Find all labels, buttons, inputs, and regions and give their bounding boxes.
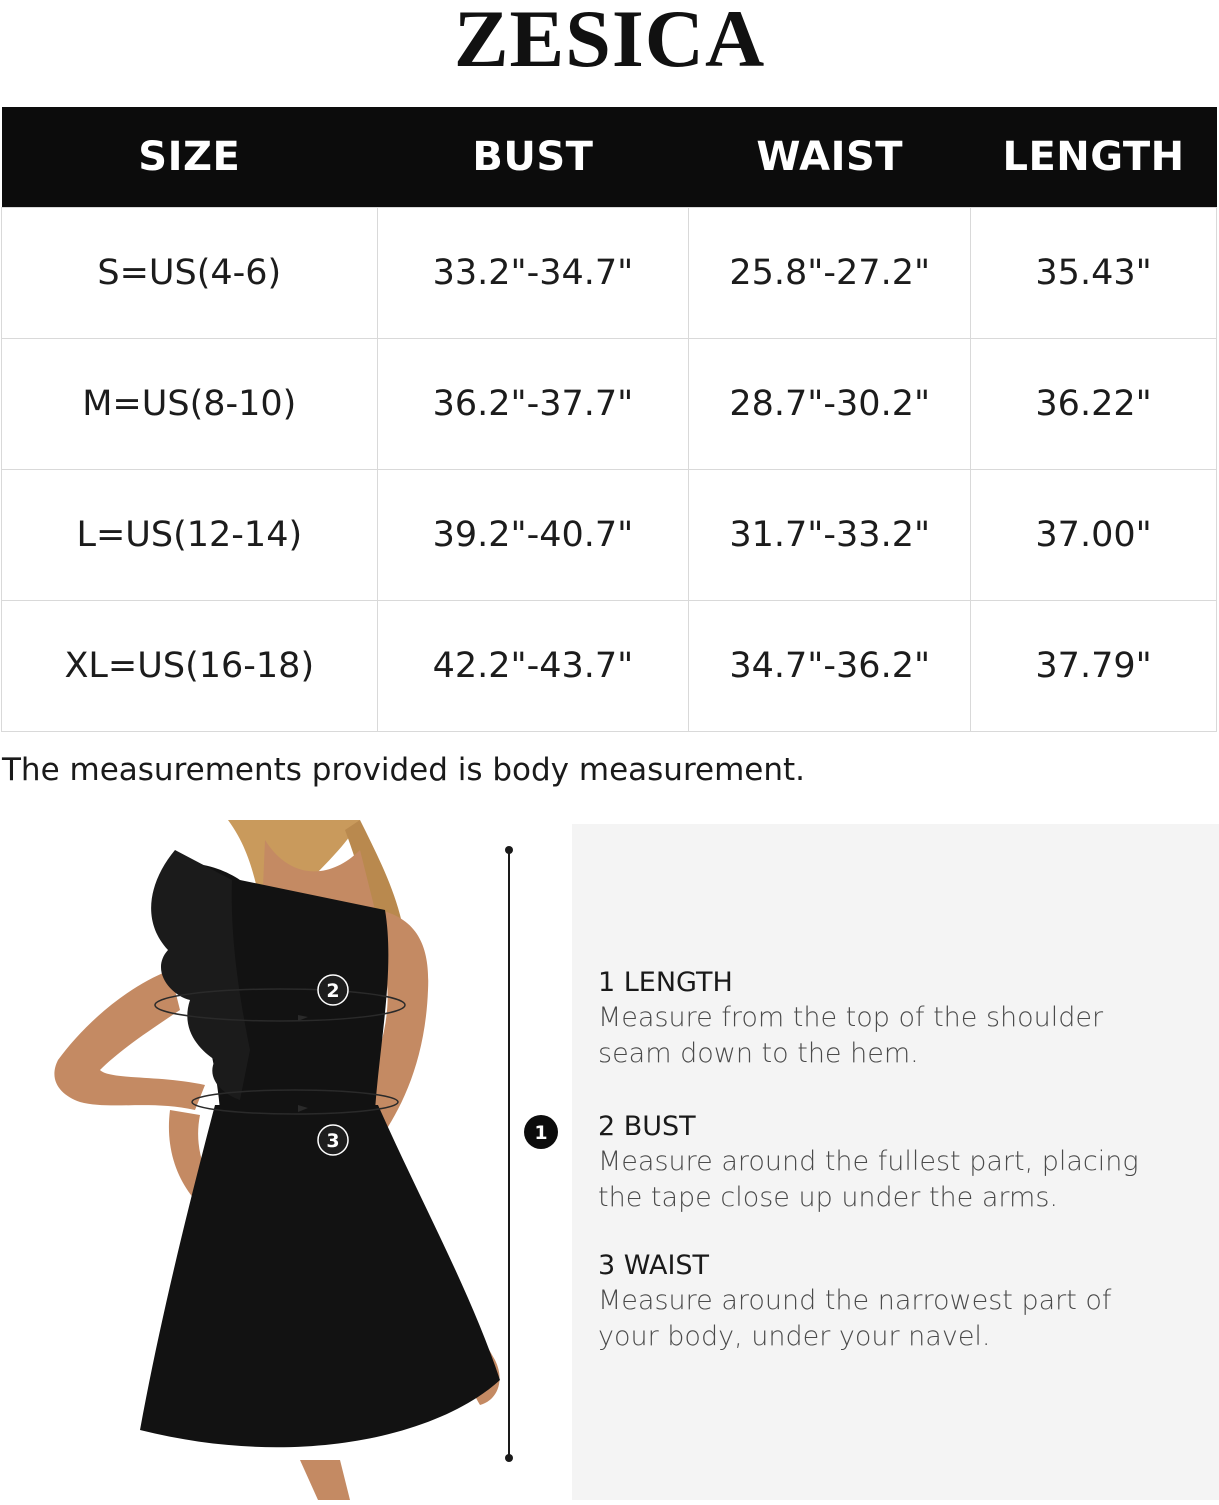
brand-logo: ZESICA [453,0,766,84]
cell-size: M=US(8-10) [2,338,378,469]
guide-desc-line: your body, under your navel. [598,1321,991,1352]
size-chart-table [1,107,1217,732]
cell-length: 35.43" [971,207,1217,338]
length-line-top [505,846,513,854]
cell-length: 37.00" [971,469,1217,600]
cell-waist: 25.8"-27.2" [689,207,971,338]
table-header-row [2,107,1217,207]
cell-waist: 28.7"-30.2" [689,338,971,469]
guide-desc-line: seam down to the hem. [598,1038,919,1069]
cell-length: 36.22" [971,338,1217,469]
header-waist: WAIST [756,133,904,180]
cell-size: S=US(4-6) [2,207,378,338]
guide-desc-line: Measure around the narrowest part of [598,1285,1112,1316]
cell-bust: 39.2"-40.7" [377,469,689,600]
measurement-note: The measurements provided is body measurement. [2,752,806,788]
header-bust: BUST [472,133,594,180]
length-line-bottom [505,1454,513,1462]
cell-waist: 31.7"-33.2" [689,469,971,600]
skin-shape [300,1460,350,1500]
guide-desc-line: Measure from the top of the shoulder [598,1002,1104,1033]
guide-item-waist [598,1249,1158,1355]
cell-bust: 42.2"-43.7" [377,600,689,731]
guide-item-length [598,966,1158,1072]
guide-title: 1 LENGTH [598,967,733,998]
marker-length-label: 1 [534,1122,548,1144]
cell-length: 37.79" [971,600,1217,731]
table-row [2,207,1217,338]
marker-waist-label: 3 [326,1130,340,1152]
marker-bust-label: 2 [326,980,340,1002]
table-row [2,469,1217,600]
header-size: SIZE [138,133,241,180]
guide-desc-line: the tape close up under the arms. [598,1182,1058,1213]
model-figure-svg [0,820,560,1500]
cell-bust: 36.2"-37.7" [377,338,689,469]
guide-desc-line: Measure around the fullest part, placing [598,1146,1139,1177]
cell-bust: 33.2"-34.7" [377,207,689,338]
table-row [2,338,1217,469]
header-length: LENGTH [1002,133,1185,180]
measurement-guide-panel [572,824,1219,1500]
cell-size: XL=US(16-18) [2,600,378,731]
guide-item-bust [598,1110,1158,1216]
table-row [2,600,1217,731]
cell-waist: 34.7"-36.2" [689,600,971,731]
cell-size: L=US(12-14) [2,469,378,600]
guide-title: 3 WAIST [598,1250,710,1281]
dress-illustration [0,820,560,1500]
guide-title: 2 BUST [598,1111,696,1142]
